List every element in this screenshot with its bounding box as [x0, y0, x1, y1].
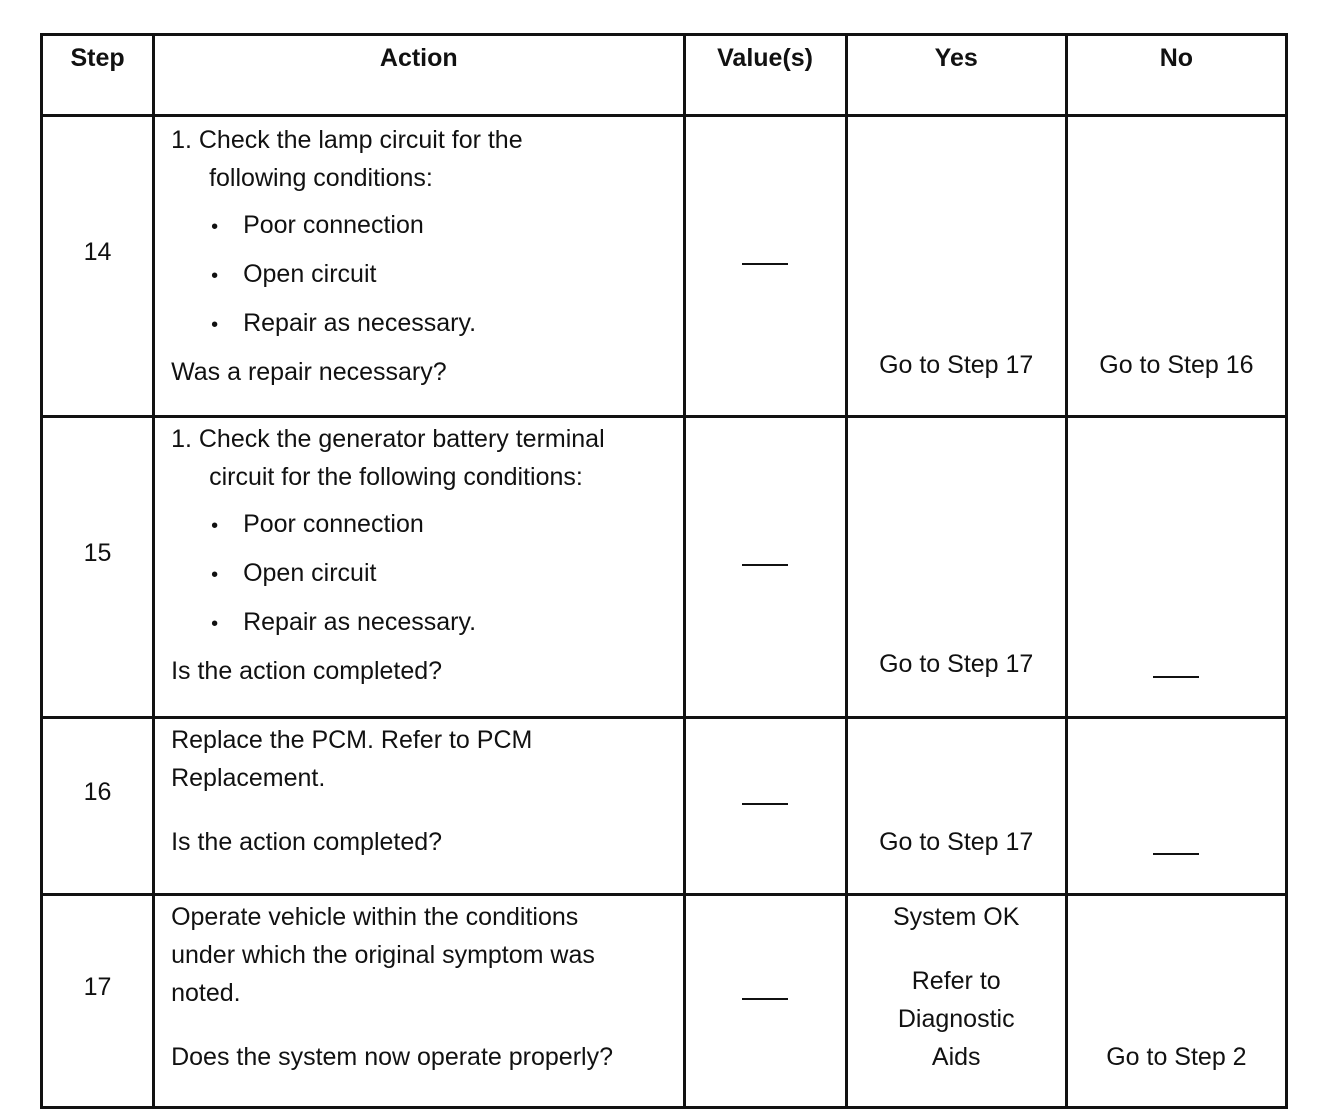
- yes-action-line: Aids: [931, 1043, 981, 1071]
- action-line: under which the original symptom was: [171, 941, 595, 969]
- table-row: [42, 718, 1287, 895]
- value-dash: [742, 803, 788, 805]
- table-row: [42, 895, 1287, 1108]
- action-question: Is the action completed?: [171, 657, 443, 685]
- header-step: Step: [42, 35, 154, 116]
- no-dash: [1153, 853, 1199, 855]
- action-text: [171, 898, 674, 1076]
- header-action: Action: [154, 35, 684, 116]
- bullet-item: • Open circuit: [171, 554, 674, 594]
- no-action: Go to Step 2: [1106, 1043, 1247, 1071]
- bullet-item: • Poor connection: [171, 505, 674, 545]
- step-number: 14: [83, 238, 112, 266]
- yes-action-line: Refer to: [911, 967, 1001, 995]
- action-line: Replace the PCM. Refer to PCM: [171, 726, 533, 754]
- diagnostic-table: [40, 33, 1288, 1109]
- header-yes: Yes: [846, 35, 1066, 116]
- yes-action: Go to Step 17: [879, 828, 1034, 856]
- bullet-item: • Repair as necessary.: [171, 603, 674, 643]
- bullet-item: • Open circuit: [171, 255, 674, 295]
- value-dash: [742, 263, 788, 265]
- header-no: No: [1066, 35, 1286, 116]
- yes-action: Go to Step 17: [879, 351, 1034, 379]
- action-question: Was a repair necessary?: [171, 358, 447, 386]
- table-row: [42, 116, 1287, 417]
- step-number: 15: [83, 539, 112, 567]
- value-dash: [742, 564, 788, 566]
- action-line: 1. Check the generator battery terminal: [171, 425, 605, 453]
- action-question: Does the system now operate properly?: [171, 1043, 613, 1071]
- no-action: Go to Step 16: [1099, 351, 1254, 379]
- action-line: circuit for the following conditions:: [209, 463, 583, 491]
- yes-action-line: Diagnostic: [897, 1005, 1015, 1033]
- table-row: [42, 417, 1287, 718]
- value-dash: [742, 998, 788, 1000]
- header-values: Value(s): [684, 35, 846, 116]
- action-line: following conditions:: [209, 164, 433, 192]
- action-line: Replacement.: [171, 764, 326, 792]
- step-number: 16: [83, 778, 112, 806]
- action-line: noted.: [171, 979, 241, 1007]
- action-text: [171, 420, 674, 690]
- yes-action-line: System OK: [893, 903, 1020, 931]
- action-text: [171, 121, 674, 391]
- no-dash: [1153, 676, 1199, 678]
- bullet-item: • Repair as necessary.: [171, 304, 674, 344]
- header-row: [42, 35, 1287, 116]
- yes-action: Go to Step 17: [879, 650, 1034, 678]
- action-line: 1. Check the lamp circuit for the: [171, 126, 523, 154]
- bullet-item: • Poor connection: [171, 206, 674, 246]
- action-text: [171, 721, 674, 861]
- step-number: 17: [83, 973, 112, 1001]
- action-question: Is the action completed?: [171, 828, 443, 856]
- action-line: Operate vehicle within the conditions: [171, 903, 579, 931]
